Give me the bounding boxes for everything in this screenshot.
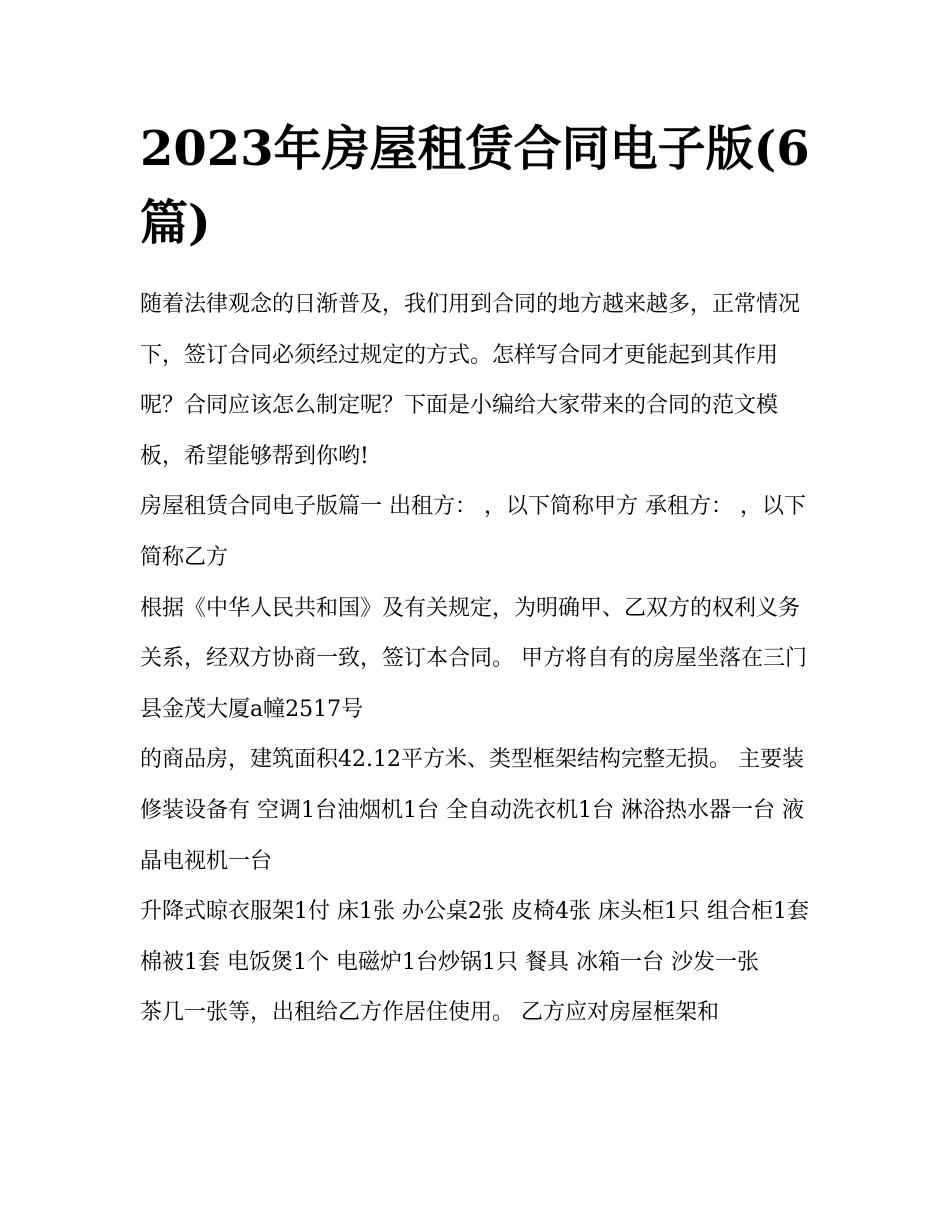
usage-paragraph: 茶几一张等，出租给乙方作居住使用。 乙方应对房屋框架和 (140, 1000, 719, 1026)
intro-paragraph: 随着法律观念的日渐普及，我们用到合同的地方越来越多，正常情况下，签订合同必须经过规定的方式。怎样写合同才更能起到其作用呢？合同应该怎么制定呢？下面是小编给大家带来的合同的范文模板，希望能够帮到你哟! (140, 292, 801, 469)
parties-paragraph: 房屋租赁合同电子版篇一 出租方： ，以下简称甲方 承租方： ，以下简称乙方 (140, 494, 806, 570)
property-paragraph: 的商品房，建筑面积42.12平方米、类型框架结构完整无损。 主要装修装设备有 空调1台油烟机1台 全自动洗衣机1台 淋浴热水器一台 液晶电视机一台 (140, 747, 804, 874)
document-body (140, 280, 820, 1039)
furniture-paragraph: 升降式晾衣服架1付 床1张 办公桌2张 皮椅4张 床头柜1只 组合柜1套棉被1套 电饭煲1个 电磁炉1台炒锅1只 餐具 冰箱一台 沙发一张 (140, 899, 809, 975)
document-title: 2023年房屋租赁合同电子版(6篇) (140, 121, 810, 251)
agreement-paragraph: 根据《中华人民共和国》及有关规定，为明确甲、乙双方的权利义务关系，经双方协商一致，签订本合同。 甲方将自有的房屋坐落在三门县金茂大厦a幢2517号 (140, 595, 807, 722)
